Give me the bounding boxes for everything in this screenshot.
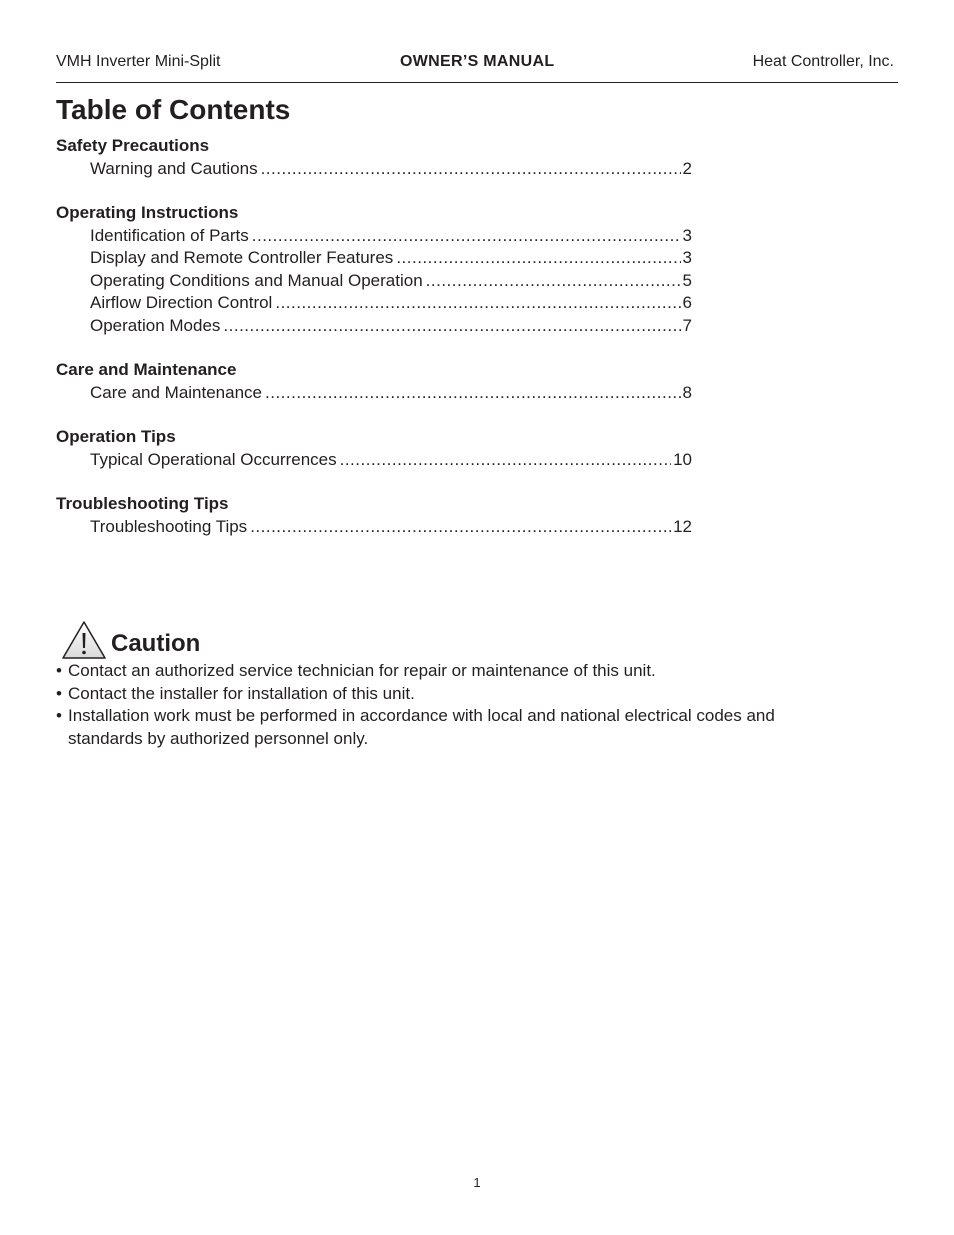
toc-entry-troubleshooting-tips[interactable] [56,516,692,539]
caution-box [56,618,816,750]
toc-section-operation-tips [56,426,692,471]
toc-entry-label: Operation Modes [90,315,221,335]
caution-list [56,660,816,750]
warning-triangle-icon [61,620,107,660]
header-company-name: Heat Controller, Inc. [752,53,894,70]
toc-dot-leader [252,225,681,248]
caution-item: • Contact an authorized service technician for repair or maintenance of this unit. [56,660,816,683]
toc-entry-typical-operational-occurrences[interactable] [56,449,692,472]
toc-entry-operating-conditions-and-manual-operation[interactable] [56,270,692,293]
toc-entry-page: 10 [673,449,692,469]
toc-entry-label: Display and Remote Controller Features [90,248,394,267]
table-of-contents [56,135,692,560]
toc-dot-leader [265,382,681,405]
toc-section-safety-precautions [56,135,692,180]
toc-dot-leader [275,292,680,315]
toc-section-title: Operating Instructions [56,203,239,222]
toc-dot-leader [223,315,680,338]
caution-item: • Installation work must be performed in accordance with local and national electrical codes and standards by authorized personnel only. [56,705,816,750]
toc-entry-identification-of-parts[interactable] [56,225,692,248]
toc-dot-leader [261,158,681,181]
toc-section-title: Safety Precautions [56,136,210,155]
header-divider [56,82,898,83]
header-document-type: OWNER’S MANUAL [400,53,555,70]
toc-dot-leader [396,247,680,270]
toc-entry-page: 12 [673,516,692,536]
page-header [56,53,894,75]
toc-section-title: Care and Maintenance [56,360,237,379]
toc-entry-label: Airflow Direction Control [90,293,273,312]
toc-entry-label: Warning and Cautions [90,158,258,178]
toc-entry-label: Identification of Parts [90,225,249,245]
toc-section-troubleshooting-tips [56,493,692,538]
toc-dot-leader [426,270,681,293]
toc-section-title: Troubleshooting Tips [56,494,229,513]
toc-entry-airflow-direction-control[interactable] [56,292,692,315]
toc-section-operating-instructions [56,202,692,337]
toc-entry-display-and-remote-controller-features[interactable] [56,247,692,270]
toc-entry-page: 7 [682,315,692,335]
toc-dot-leader [250,516,671,539]
toc-dot-leader [340,449,671,472]
toc-section-title: Operation Tips [56,427,176,446]
toc-section-care-and-maintenance [56,359,692,404]
toc-entry-page: 3 [682,225,692,245]
caution-item: • Contact the installer for installation of this unit. [56,683,816,706]
toc-entry-label: Operating Conditions and Manual Operation [90,270,423,290]
page-number: 1 [473,1175,481,1190]
toc-entry-page: 2 [682,158,692,178]
toc-title: Table of Contents [56,94,291,125]
header-product-name: VMH Inverter Mini-Split [56,53,221,70]
toc-entry-warning-and-cautions[interactable] [56,158,692,181]
toc-entry-label: Troubleshooting Tips [90,516,248,536]
toc-entry-operation-modes[interactable] [56,315,692,338]
toc-entry-label: Typical Operational Occurrences [90,449,337,469]
toc-entry-page: 6 [682,293,692,312]
toc-entry-page: 8 [682,382,692,402]
toc-entry-page: 3 [682,248,692,267]
toc-entry-label: Care and Maintenance [90,382,263,402]
toc-entry-care-and-maintenance[interactable] [56,382,692,405]
caution-heading [56,618,816,660]
toc-entry-page: 5 [682,270,692,290]
caution-title: Caution [111,630,201,657]
